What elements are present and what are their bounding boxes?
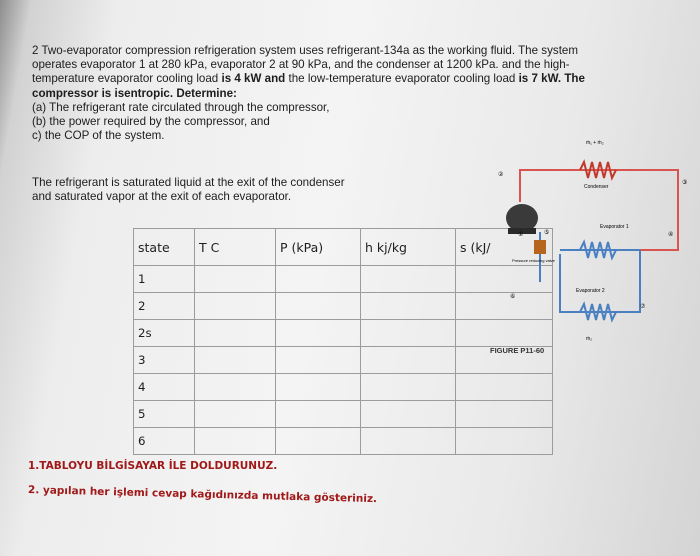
part-a: (a) The refrigerant rate circulated through the compressor,: [32, 100, 330, 114]
flow-label-bottom: ṁ₂: [586, 336, 593, 342]
evaporator1-coil: [580, 242, 616, 258]
empty-cell[interactable]: [276, 266, 361, 293]
empty-cell[interactable]: [361, 374, 456, 401]
state-cell: 4: [134, 374, 195, 401]
evaporator2-label: Evaporator 2: [576, 288, 605, 294]
empty-cell[interactable]: [456, 401, 553, 428]
part-c: c) the COP of the system.: [32, 129, 165, 143]
state-marker: ①: [518, 231, 524, 238]
given-line-2: and saturated vapor at the exit of each evaporator.: [32, 190, 292, 204]
pipe-evap2: [560, 250, 640, 312]
empty-cell[interactable]: [195, 320, 276, 347]
empty-cell[interactable]: [456, 374, 553, 401]
state-marker: ②: [498, 171, 504, 178]
problem-line-2: operates evaporator 1 at 280 kPa, evaporator 2 at 90 kPa, and the condenser at 1200 kPa. and the high-: [32, 58, 570, 72]
table-row: [134, 428, 553, 455]
empty-cell[interactable]: [276, 428, 361, 455]
part-b: (b) the power required by the compressor, and: [32, 115, 270, 129]
col-state: state: [134, 229, 195, 266]
empty-cell[interactable]: [361, 320, 456, 347]
state-cell: 6: [134, 428, 195, 455]
empty-cell[interactable]: [195, 266, 276, 293]
state-cell: 2: [134, 293, 195, 320]
table-row: [134, 374, 553, 401]
state-marker: ③: [682, 179, 688, 186]
empty-cell[interactable]: [456, 428, 553, 455]
problem-line-4: compressor is isentropic. Determine:: [32, 86, 237, 100]
state-cell: 3: [134, 347, 195, 374]
empty-cell[interactable]: [195, 401, 276, 428]
instruction-note-2: 2. yapılan her işlemi cevap kağıdınızda mutlaka gösteriniz.: [27, 484, 378, 506]
empty-cell[interactable]: [195, 374, 276, 401]
flow-label-top: ṁ₁ + ṁ₂: [586, 140, 604, 146]
condenser-label: Condenser: [584, 184, 609, 190]
state-marker: ⑦: [640, 303, 646, 310]
refrigeration-cycle-diagram: [490, 132, 700, 362]
empty-cell[interactable]: [361, 266, 456, 293]
state-marker: ⑥: [510, 293, 516, 300]
instruction-note-1: 1.TABLOYU BİLGİSAYAR İLE DOLDURUNUZ.: [28, 460, 278, 472]
given-line-1: The refrigerant is saturated liquid at the exit of the condenser: [32, 176, 345, 189]
table-row: [134, 401, 553, 428]
evaporator2-coil: [580, 304, 616, 320]
compressor: [506, 204, 538, 232]
state-marker: ④: [668, 231, 674, 238]
empty-cell[interactable]: [276, 347, 361, 374]
empty-cell[interactable]: [361, 428, 456, 455]
condenser-coil: [580, 162, 616, 178]
empty-cell[interactable]: [276, 374, 361, 401]
state-cell: 1: [134, 266, 195, 293]
empty-cell[interactable]: [361, 293, 456, 320]
pipe-top-loop: [520, 170, 678, 222]
empty-cell[interactable]: [276, 293, 361, 320]
empty-cell[interactable]: [276, 401, 361, 428]
col-enthalpy: h kj/kg: [361, 229, 456, 266]
problem-line-3: temperature evaporator cooling load is 4 kW and the low-temperature evaporator cooling load is 7 kW. The: [32, 72, 585, 86]
problem-statement: [32, 44, 652, 143]
col-entropy: s (kJ/: [456, 229, 553, 266]
evaporator1-label: Evaporator 1: [600, 224, 629, 230]
problem-line-1: 2 Two-evaporator compression refrigeration system uses refrigerant-134a as the working fluid. The system: [32, 44, 579, 57]
pressure-reducing-valve: [534, 240, 546, 254]
figure-caption: FIGURE P11-60: [490, 346, 545, 355]
empty-cell[interactable]: [195, 347, 276, 374]
col-temperature: T C: [195, 229, 276, 266]
valve-label: Pressure reducing valve: [512, 258, 555, 263]
empty-cell[interactable]: [276, 320, 361, 347]
empty-cell[interactable]: [361, 401, 456, 428]
empty-cell[interactable]: [195, 428, 276, 455]
state-cell: 2s: [134, 320, 195, 347]
col-pressure: P (kPa): [276, 229, 361, 266]
givens: [32, 176, 345, 204]
empty-cell[interactable]: [361, 347, 456, 374]
state-marker: ⑤: [544, 229, 550, 236]
state-cell: 5: [134, 401, 195, 428]
empty-cell[interactable]: [195, 293, 276, 320]
